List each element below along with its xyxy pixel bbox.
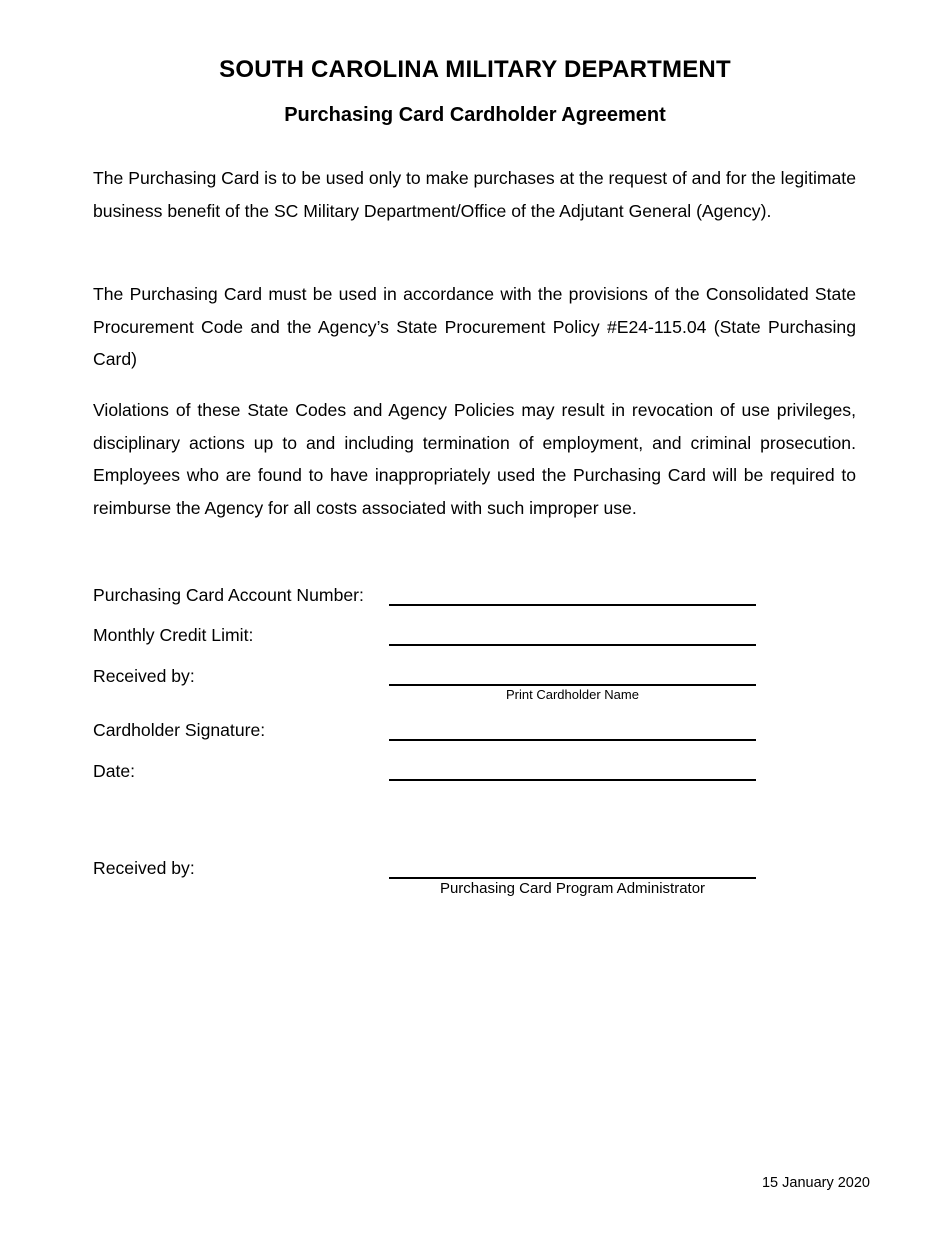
- date-label: Date:: [93, 761, 136, 781]
- admin-received-by-label: Received by:: [93, 858, 195, 878]
- credit-limit-label: Monthly Credit Limit:: [93, 625, 254, 645]
- signature-label: Cardholder Signature:: [93, 720, 266, 740]
- print-name-caption: Print Cardholder Name: [506, 687, 639, 702]
- page-title: SOUTH CAROLINA MILITARY DEPARTMENT: [219, 56, 731, 83]
- received-by-label: Received by:: [93, 666, 195, 686]
- page-subtitle: Purchasing Card Cardholder Agreement: [284, 104, 666, 126]
- signature-line[interactable]: [389, 739, 756, 741]
- cardholder-name-line[interactable]: [389, 684, 756, 686]
- admin-signature-line[interactable]: [389, 877, 756, 879]
- credit-limit-line[interactable]: [389, 644, 756, 646]
- date-line[interactable]: [389, 779, 756, 781]
- footer-date: 15 January 2020: [761, 1175, 870, 1191]
- account-number-line[interactable]: [389, 604, 756, 606]
- account-number-label: Purchasing Card Account Number:: [93, 585, 364, 605]
- admin-caption: Purchasing Card Program Administrator: [439, 880, 706, 897]
- paragraph-usage: The Purchasing Card is to be used only to make purchases at the request of and for the legitimate business benefit of the SC Military Department/Office of the Adjutant General (Agency).: [93, 168, 856, 221]
- paragraph-violations: Violations of these State Codes and Agency Policies may result in revocation of use privileges, disciplinary actions up to and including termination of employment, and criminal prosecution. Employees who are found to have inappropriately used the Purchasing Card will be required to reimburse the Agency for all costs associated with such improper use.: [93, 400, 856, 518]
- paragraph-procurement-code: The Purchasing Card must be used in accordance with the provisions of the Consolidated State Procurement Code and the Agency’s State Procurement Policy #E24-115.04 (State Purchasing Card): [93, 284, 856, 369]
